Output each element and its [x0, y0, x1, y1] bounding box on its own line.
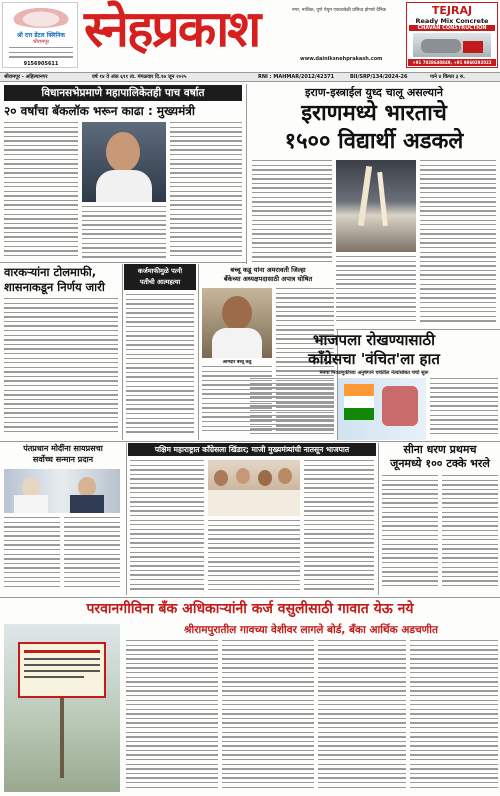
- registration-number: BII/SRP/134/2024-26: [350, 74, 408, 80]
- masthead: [0, 0, 500, 72]
- article-2-column-2: [336, 256, 416, 326]
- article-4-headline-1: कर्जमाफीमुळे पत्नी: [137, 267, 183, 275]
- article-8-column-2: [208, 520, 300, 593]
- rni-number: RNI : MAHMAR/2012/42371: [258, 74, 335, 80]
- tejraj-phone: +91 7028640849, +91 9860292022: [408, 59, 496, 66]
- article-1-column-3: [170, 122, 242, 260]
- article-3: [0, 264, 120, 440]
- tejraj-line1: Ready Mix Concrete: [415, 17, 489, 25]
- article-7-headline-2: सर्वोच्च सन्मान प्रदान: [32, 455, 94, 464]
- masthead-website: www.dainiksnehprakash.com: [300, 56, 383, 62]
- article-2-column-3: [420, 160, 496, 326]
- article-10-headline: परवानगीविना बँक अधिकाऱ्यांनी कर्ज वसुलीसाठी गावात येऊ नये: [86, 601, 414, 617]
- article-6-headline-2: काँग्रेसचा 'वंचित'ला हात: [308, 350, 440, 368]
- divider-a7-a8: [126, 443, 127, 595]
- article-6-column-3: [430, 378, 498, 438]
- article-9: [380, 443, 500, 595]
- masthead-tagline: नगर, नाशिक, पुणे येथून एकाचवेळी प्रसिध्द होणारे दैनिक: [292, 8, 387, 13]
- article-11-column-1: [126, 640, 218, 794]
- dental-clinic-ad: [2, 2, 78, 68]
- dental-clinic-city: श्रीरामपूर: [32, 39, 50, 45]
- article-11-column-3: [318, 640, 406, 794]
- article-1-column-1: [4, 122, 78, 260]
- divider-a4-a5: [198, 264, 199, 440]
- iran-missile-photo: [336, 160, 416, 252]
- info-bar: [0, 72, 500, 82]
- bjp-joining-photo: [208, 460, 300, 516]
- article-8-column-3: [304, 460, 374, 593]
- issue-info: वर्ष १४ वे अंक ६९१ ता. मंगळवार दि.१७ जून २०२५: [92, 74, 187, 80]
- article-11-column-2: [222, 640, 314, 794]
- article-9-column-1: [382, 475, 438, 593]
- dental-clinic-phone: 9156905611: [23, 61, 59, 67]
- article-7-column-2: [64, 517, 120, 591]
- divider-row2-bottom: [0, 441, 500, 442]
- divider-a3-a4: [122, 264, 123, 440]
- article-9-column-2: [442, 475, 498, 593]
- tejraj-line2: CHAVAN CONSTRUCTION: [409, 25, 495, 31]
- article-5-headline-1: बच्चू कडू यांना अमरावती जिल्हा: [230, 266, 306, 274]
- edition-label: श्रीरामपूर - अहिल्यानगर: [4, 74, 48, 80]
- article-4-headline-2: पतीची आत्महत्या: [139, 278, 181, 286]
- cm-photo: [82, 122, 166, 202]
- article-1-photo-caption: [82, 206, 166, 260]
- divider-a8-a9: [378, 443, 379, 595]
- congress-flag-photo: [338, 378, 426, 440]
- article-2-kicker: इराण-इस्त्राईल युध्द चालू असल्याने: [304, 86, 444, 99]
- article-4: [124, 264, 196, 440]
- article-8: [128, 443, 376, 595]
- article-11-column-4: [410, 640, 498, 794]
- concrete-truck-image: [413, 33, 491, 57]
- article-5-headline-2: बँकेच्या अध्यक्षपदासाठी अपात्र घोषित: [223, 275, 313, 283]
- tejraj-brand: TEJRAJ: [431, 4, 473, 17]
- village-board-photo: [4, 624, 120, 792]
- article-1-subhead: २० वर्षांचा बॅकलॉक भरून काढा : मुख्यमंत्री: [4, 104, 195, 118]
- article-8-headline: पक्षिम महाराष्ट्रात काँग्रेसला खिंडार; माजी मुख्यमंत्र्यांची नातसून भाजपात: [154, 445, 350, 454]
- article-3-headline-1: वारकऱ्यांना टोलमाफी,: [4, 265, 97, 279]
- article-1: [0, 84, 244, 262]
- smile-illustration: [9, 6, 73, 28]
- article-9-headline-1: सीना धरण प्रथमच: [403, 443, 477, 456]
- article-1-headline: विधानसभेप्रमाणे महापालिकेतही पाच वर्षात: [4, 85, 242, 101]
- dental-clinic-details: [9, 47, 73, 59]
- divider-a1-bottom: [0, 262, 246, 263]
- article-7-column-1: [4, 517, 60, 591]
- article-2-headline-1: इराणमध्ये भारताचे: [301, 101, 447, 126]
- article-7-headline-1: पंतप्रधान मोदींना सायप्रसचा: [23, 444, 103, 453]
- tejraj-ad: [406, 2, 498, 68]
- article-6-column-1: [250, 378, 334, 438]
- article-8-column-1: [130, 460, 204, 593]
- article-6-headline-1: भाजपला रोखण्यासाठी: [313, 331, 435, 349]
- article-3-headline-2: शासनाकडून निर्णय जारी: [4, 280, 105, 294]
- article-6-subhead: मनपा निवडणुकीच्या अनुषंगाने चर्चेतील नेत्यांसोबत चर्चा सुरू: [319, 370, 429, 376]
- bachchu-kadu-caption: आमदार बच्चू कडू: [222, 360, 252, 365]
- article-4-body: [126, 294, 194, 438]
- article-3-body: [4, 298, 118, 438]
- article-9-headline-2: जूनमध्ये १०० टक्के भरले: [390, 457, 490, 470]
- masthead-title: स्नेहप्रकाश: [84, 0, 260, 58]
- article-7: [0, 443, 124, 593]
- dental-clinic-name: श्री दत्त डेंटल क्लिनिक: [16, 32, 66, 39]
- modi-cyprus-photo: [4, 469, 120, 513]
- article-11-headline: श्रीरामपुरातील गावच्या वेशीवर लागले बोर्ड, बँका आर्थिक अडचणीत: [184, 624, 438, 636]
- article-2-headline-2: १५०० विद्यार्थी अडकले: [284, 129, 464, 154]
- pages-price: पाने ४ किंमत ३ रु.: [430, 74, 465, 80]
